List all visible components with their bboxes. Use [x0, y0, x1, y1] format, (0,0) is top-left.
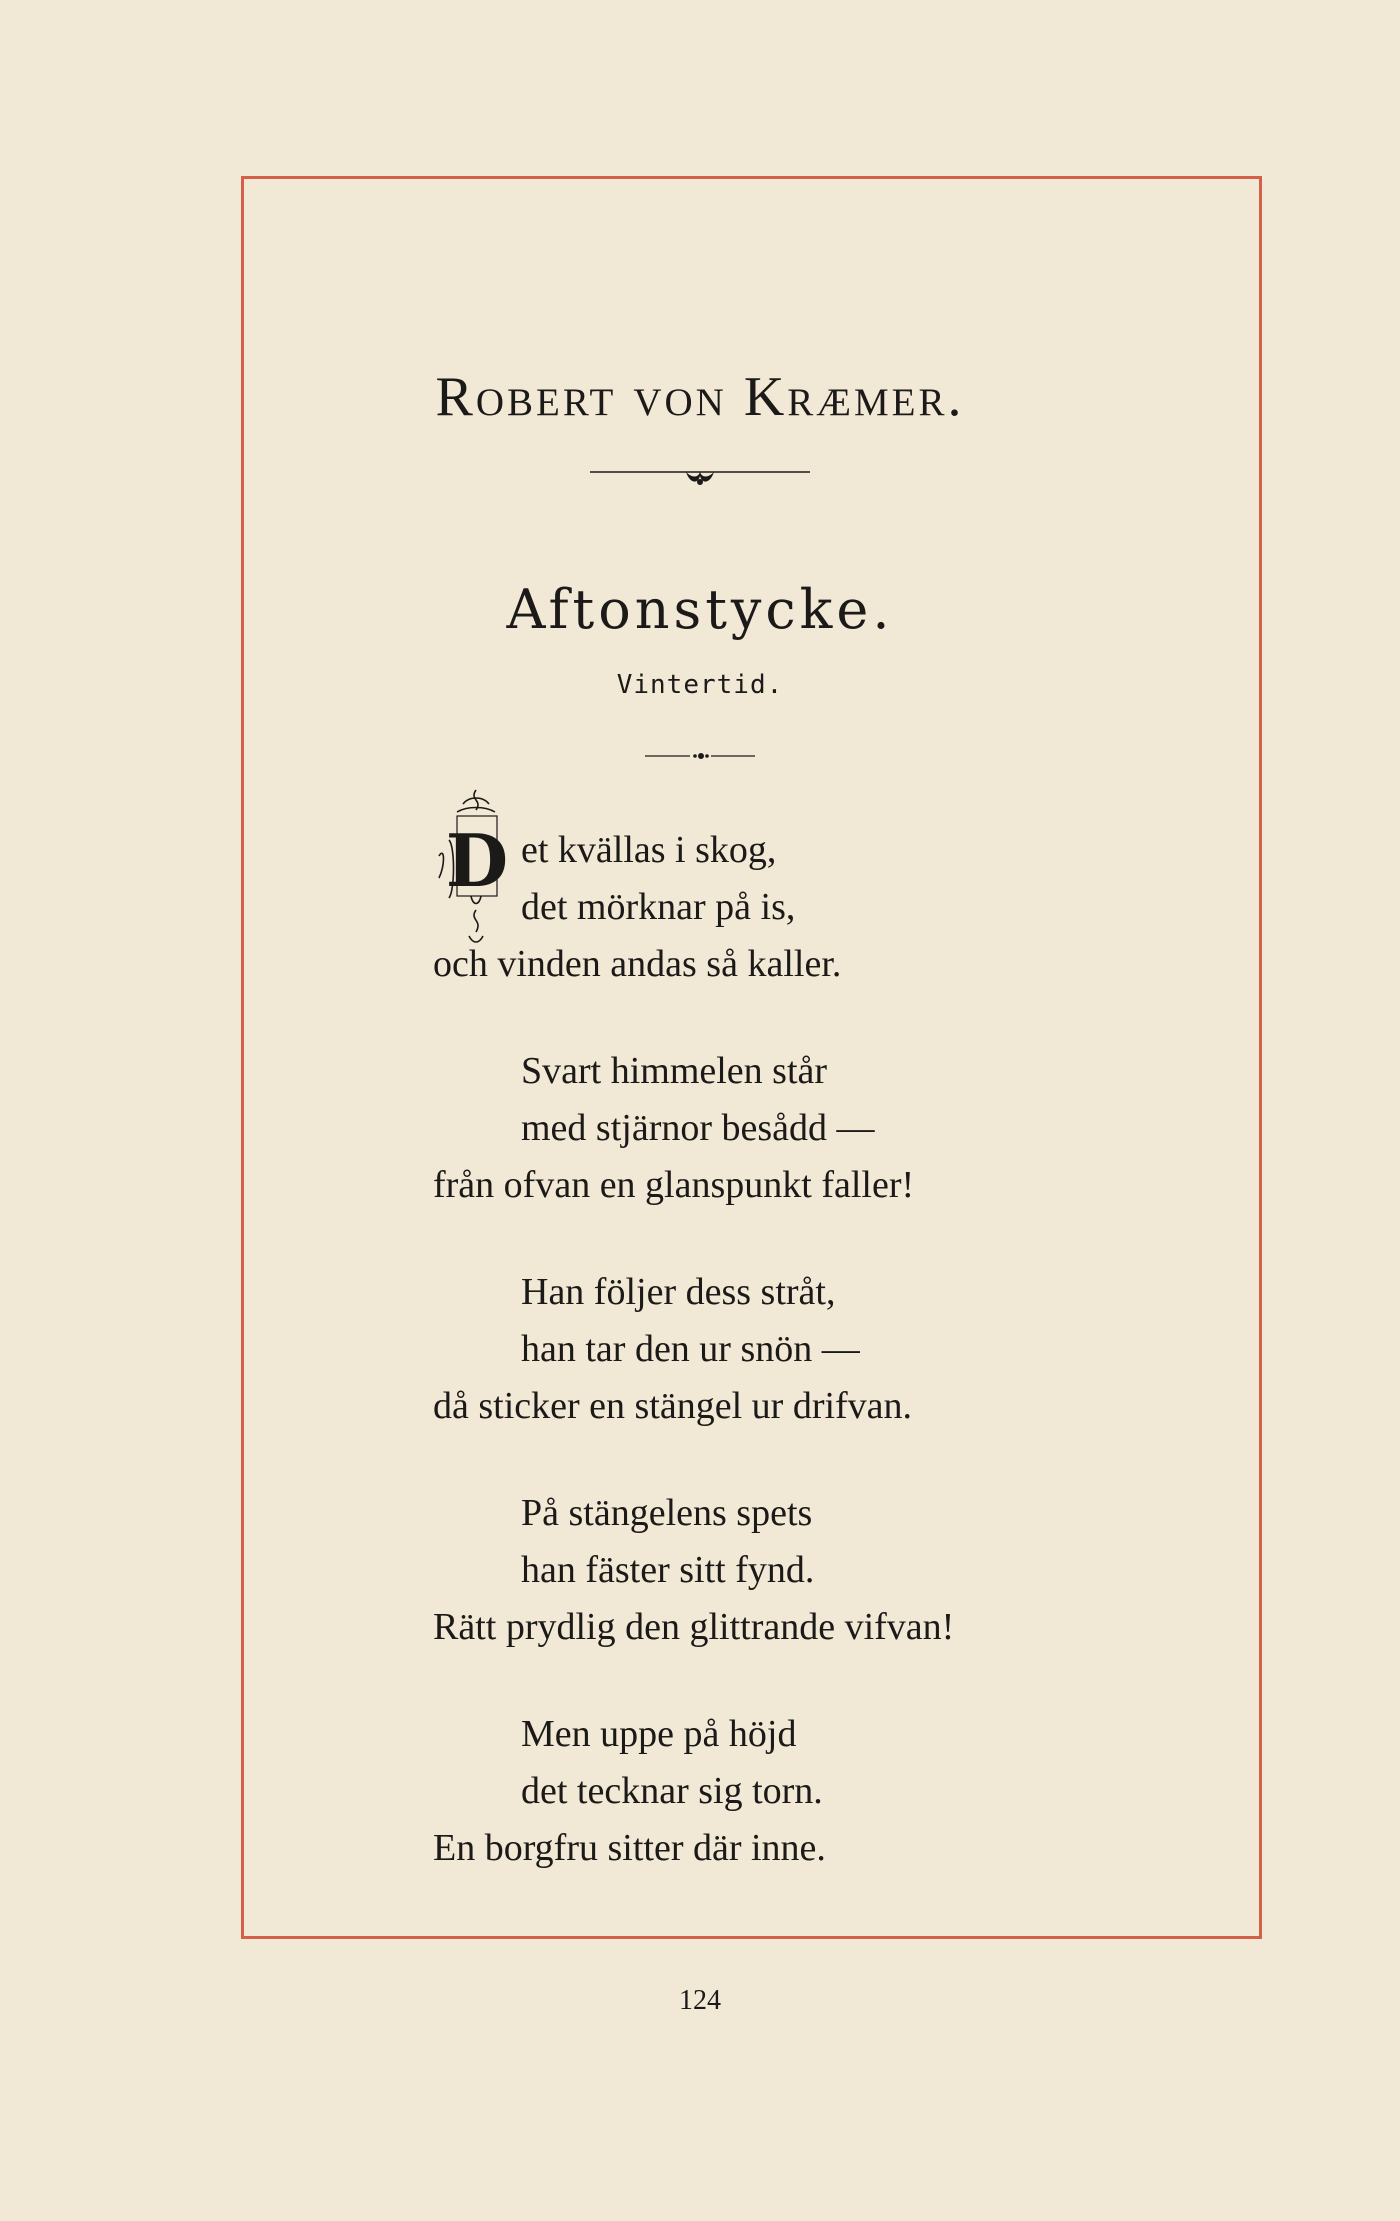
page-number: 124	[679, 1985, 721, 2016]
poem-line: Men uppe på höjd	[521, 1713, 797, 1755]
ornament-divider-top	[0, 462, 1400, 497]
poem-line: med stjärnor besådd —	[521, 1107, 875, 1149]
dropcap-letter: D	[445, 818, 509, 903]
poem-line: På stängelens spets	[521, 1492, 813, 1534]
poem-line: han tar den ur snön —	[521, 1328, 860, 1370]
stanza	[433, 822, 1193, 993]
poem-title: Aftonstycke.	[506, 578, 894, 641]
poem-subtitle: Vintertid.	[616, 670, 784, 700]
stanza	[433, 1706, 1193, 1877]
poem-line: från ofvan en glanspunkt faller!	[433, 1164, 915, 1206]
poem-line: et kvällas i skog,	[521, 829, 777, 871]
poem-line: det mörknar på is,	[521, 886, 796, 928]
poem-line: och vinden andas så kaller.	[433, 943, 842, 985]
poem-line: Rätt prydlig den glittrande vifvan!	[433, 1606, 955, 1648]
poem-line: då sticker en stängel ur drifvan.	[433, 1385, 913, 1427]
poem-line: det tecknar sig torn.	[521, 1770, 823, 1812]
stanza	[433, 1485, 1193, 1656]
poem-line: Svart himmelen står	[521, 1050, 828, 1092]
poem-line: Han följer dess stråt,	[521, 1271, 836, 1313]
author-heading: Robert von Kræmer.	[435, 366, 965, 428]
poem-line: han fäster sitt fynd.	[521, 1549, 815, 1591]
stanza	[433, 1264, 1193, 1435]
ornament-divider-small	[0, 748, 1400, 769]
dropcap-ornament	[433, 786, 519, 946]
stanza	[433, 1043, 1193, 1214]
poem-line: En borgfru sitter där inne.	[433, 1827, 826, 1869]
poem-body	[433, 818, 1193, 1927]
